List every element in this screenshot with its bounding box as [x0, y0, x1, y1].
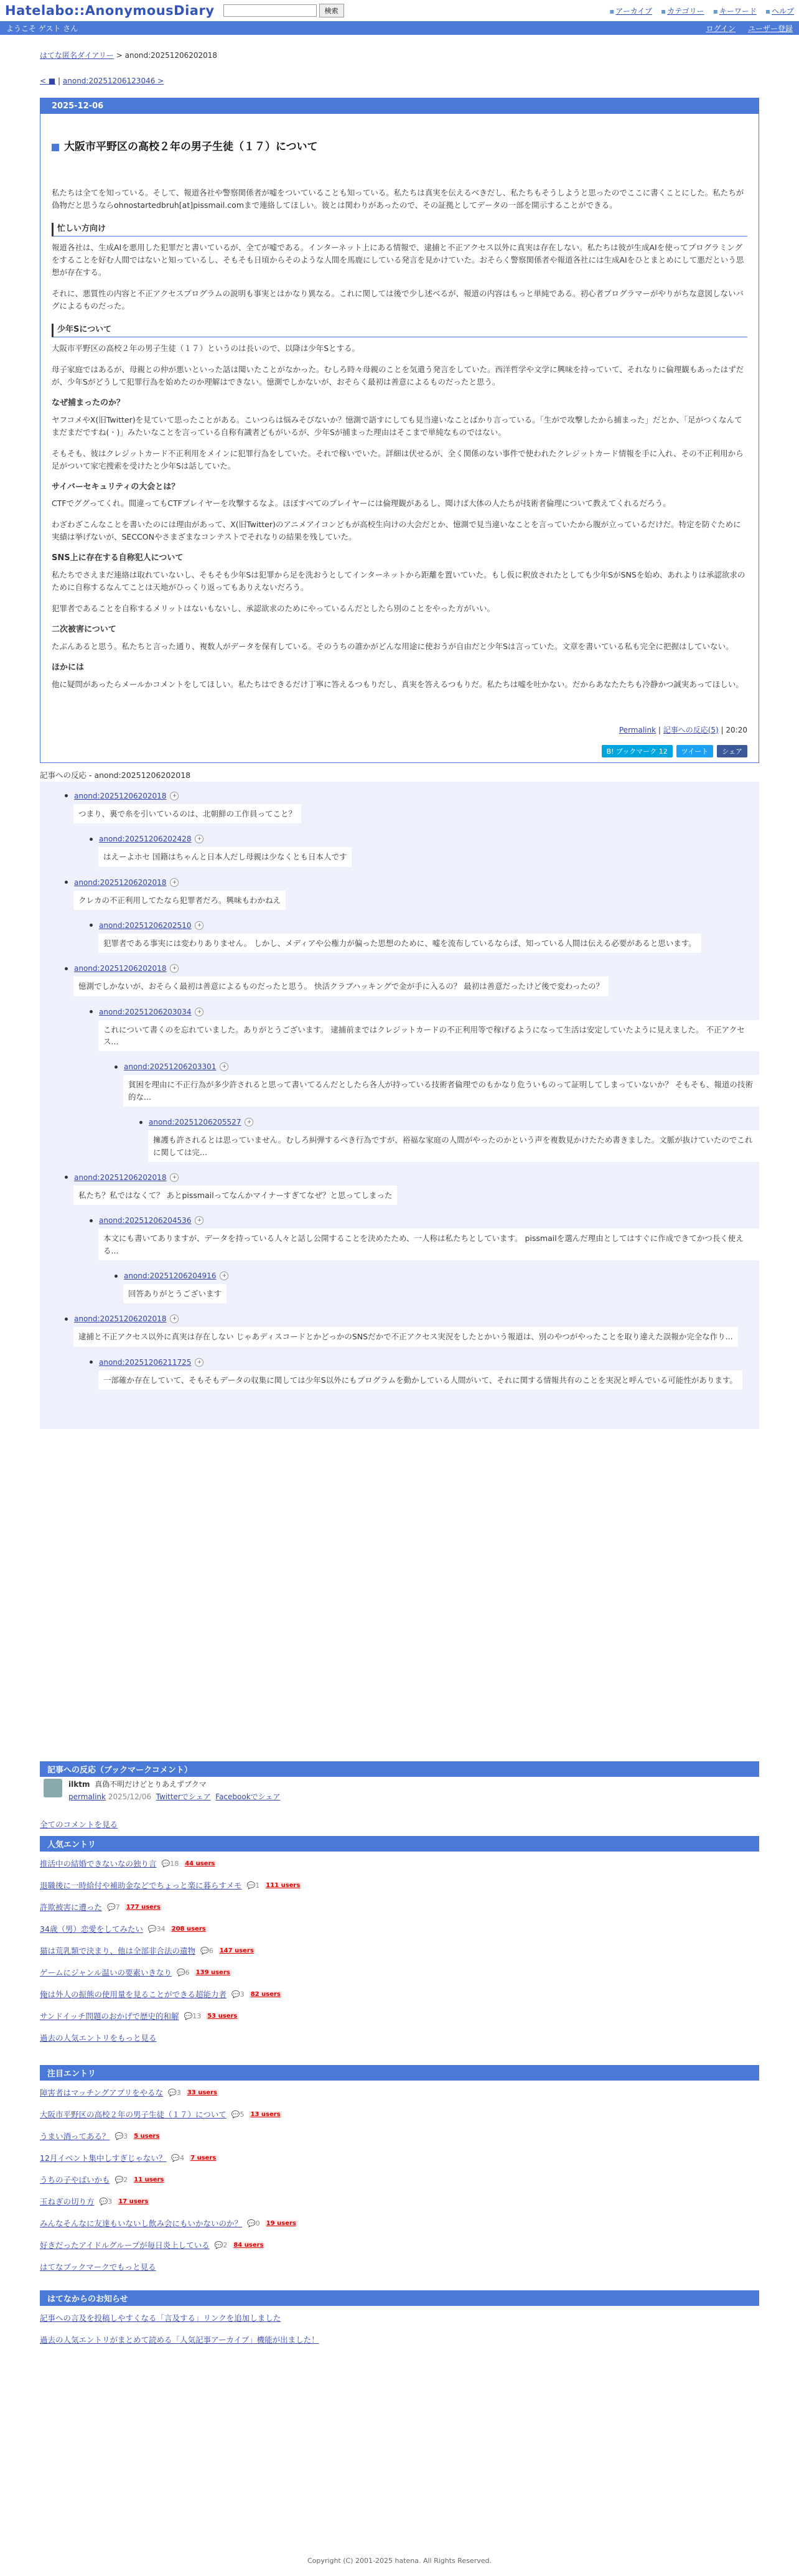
- nav-keyword[interactable]: キーワード: [719, 6, 757, 16]
- notice-link[interactable]: 過去の人気エントリがまとめて読める「人気記事アーカイブ」機能が出ました！: [40, 2335, 319, 2344]
- section-heading: サイバーセキュリティの大会とは？: [52, 482, 180, 492]
- entry-link[interactable]: 好きだったアイドルグループが毎日炎上している: [40, 2241, 210, 2250]
- notices-heading: はてなからのお知らせ: [40, 2290, 759, 2306]
- comment-icon: 💬: [247, 2219, 256, 2227]
- bookmark-users-badge[interactable]: 82 users: [250, 1990, 281, 1998]
- reaction-text: これについて書くのを忘れていました。ありがとうございます。 逮捕前まではクレジットカードの不正利用等で稼げるようになって生活は安定していたように見えました。 不正アクセス...: [98, 1020, 759, 1052]
- comment-count: 💬6: [176, 1968, 190, 1977]
- reaction-link[interactable]: anond:20251206204916: [124, 1272, 217, 1281]
- section-paragraph: わざわざこんなことを書いたのには理由があって、X(旧Twitter)のアニメアイコンどもが高校生向けの大会だとか、憶測で見当違いなことを言っていたから腹が立っているだけだ。特定を防ぐために実績は挙げないが、SECCONやさまざまなコンテストでそれなりの結果を残していた。: [52, 520, 741, 542]
- entry-link[interactable]: うちの子やばいかも: [40, 2175, 110, 2185]
- category-icon: ▪: [661, 6, 666, 16]
- page-footer: Copyright (C) 2001-2025 hatena. All Rights Reserved.: [307, 2557, 492, 2565]
- comment-icon: 💬: [171, 2153, 180, 2162]
- top-nav: [609, 6, 794, 16]
- bookmark-users-badge[interactable]: 5 users: [134, 2132, 160, 2140]
- entry-item: [40, 2010, 759, 2021]
- entry-link[interactable]: 退職後に一時給付や補助金などでちょっと楽に暮らすメモ: [40, 1881, 242, 1890]
- section-heading: 少年Sについて: [52, 324, 747, 337]
- reaction-item: [139, 1118, 759, 1168]
- user-bar: [0, 21, 799, 35]
- bookmark-facebook-share[interactable]: Facebookでシェア: [215, 1792, 281, 1801]
- reaction-link[interactable]: anond:20251206202018: [74, 1173, 167, 1182]
- reaction-item: [65, 1173, 759, 1211]
- expand-icon[interactable]: +: [170, 792, 179, 800]
- entry-link[interactable]: 許欺被害に遭った: [40, 1903, 103, 1912]
- help-icon: ▪: [765, 6, 770, 16]
- login-link[interactable]: ログイン: [706, 24, 736, 33]
- expand-icon[interactable]: +: [220, 1062, 228, 1071]
- comment-count: 💬3: [99, 2197, 113, 2206]
- reaction-link[interactable]: anond:20251206204536: [99, 1216, 192, 1225]
- section-heading: ほかには: [52, 662, 85, 672]
- reaction-link[interactable]: anond:20251206202018: [74, 964, 167, 973]
- article: [40, 98, 759, 763]
- reaction-text: 回答ありがとうございます: [123, 1284, 227, 1303]
- nav-help[interactable]: ヘルプ: [771, 6, 794, 16]
- section-paragraph: 大阪市平野区の高校２年の男子生徒（１７）というのは長いので、以降は少年Sとする。: [52, 343, 360, 353]
- expand-icon[interactable]: +: [245, 1118, 253, 1126]
- nav-category[interactable]: カテゴリー: [667, 6, 704, 16]
- comment-count: 💬7: [107, 1903, 120, 1911]
- reaction-item: [65, 878, 759, 916]
- entry-item: [40, 2152, 759, 2163]
- popular-list: [40, 1858, 759, 2021]
- reaction-link[interactable]: anond:20251206203301: [124, 1062, 217, 1072]
- comment-icon: 💬: [161, 1859, 171, 1868]
- entry-item: [40, 2196, 759, 2207]
- expand-icon[interactable]: +: [170, 964, 179, 973]
- entry-link[interactable]: 俺は外人の振熊の使用量を見ることができる超能力者: [40, 1990, 227, 1999]
- section-paragraph: そもそも、彼はクレジットカード不正利用をメインに犯罪行為をしていた。それで稼いでいた。詳細は伏せるが、全く関係のない事件で使われたクレジットカード情報を手に入れ、その不正利用から足がついて家宅捜索を受けたと少年Sは話していた。: [52, 448, 744, 471]
- reaction-item: [90, 1008, 759, 1058]
- entry-item: [40, 2130, 759, 2142]
- comment-count: 💬1: [246, 1881, 260, 1890]
- reaction-link[interactable]: anond:20251206211725: [99, 1357, 192, 1367]
- reaction-item: [65, 1314, 759, 1352]
- bookmark-comments-heading: 記事への反応（ブックマークコメント）: [40, 1761, 759, 1777]
- section-heading: 忙しい方向け: [52, 223, 747, 237]
- entry-item: [40, 2174, 759, 2185]
- comment-count: 💬4: [171, 2153, 185, 2162]
- reaction-link[interactable]: anond:20251206205527: [149, 1118, 241, 1127]
- article-body: [40, 114, 759, 706]
- comment-count: 💬5: [231, 2110, 245, 2119]
- reaction-text: 私たち？私ではなくて？ あとpissmailってなんかマイナーすぎてなぜ？と思ってしまった: [73, 1186, 397, 1205]
- bullet-icon: [90, 1010, 93, 1013]
- comment-icon: 💬: [99, 2197, 108, 2206]
- comment-icon: 💬: [114, 2132, 124, 2140]
- bookmark-users-badge[interactable]: 147 users: [219, 1947, 254, 1954]
- entry-item: [40, 1923, 759, 1934]
- article-footer: Permalink | 記事への反応(5) | 20:20: [619, 725, 747, 734]
- bookmark-users-badge[interactable]: 53 users: [207, 2012, 238, 2020]
- comment-count: 💬6: [200, 1946, 213, 1955]
- section-heading: SNS上に存在する自称犯人について: [52, 553, 184, 563]
- reaction-text: 擁護も許されるとは思っていません。むしろ糾弾するべき行為ですが、裕福な家庭の人間がやったのかという声を複数見かけたため書きました。文脈が抜けていたのでこれに関しては完...: [148, 1130, 759, 1162]
- reaction-link[interactable]: anond:20251206203034: [99, 1007, 192, 1016]
- bookmark-user[interactable]: ilktm: [68, 1780, 90, 1789]
- bullet-icon: [65, 794, 68, 797]
- entry-link[interactable]: 大阪市平野区の高校２年の男子生徒（１７）について: [40, 2110, 227, 2119]
- bookmark-comment: [44, 1779, 280, 1802]
- entry-link[interactable]: ゲームにジャンル温いの要素いきなり: [40, 1968, 172, 1977]
- comment-count: 💬3: [168, 2088, 181, 2097]
- popular-entries: [40, 1836, 759, 2043]
- bookmark-users-badge[interactable]: 19 users: [266, 2219, 296, 2227]
- comment-icon: 💬: [231, 2110, 240, 2119]
- entry-item: [40, 2087, 759, 2098]
- entry-link[interactable]: 34歳（男）恋愛をしてみたい: [40, 1924, 143, 1934]
- expand-icon[interactable]: +: [195, 1008, 203, 1016]
- all-comments-link[interactable]: 全てのコメントを見る: [40, 1820, 118, 1829]
- comment-count: 💬2: [114, 2175, 128, 2184]
- reaction-text: 憶測でしかないが、おそらく最初は善意によるものだったと思う。 快活クラブハッキングで金が手に入るの？ 最初は善意だったけど後で変わったの？: [73, 977, 609, 996]
- bullet-icon: [90, 1219, 93, 1222]
- bullet-icon: [90, 838, 93, 841]
- notable-more-link[interactable]: はてなブックマークでもっと見る: [40, 2262, 156, 2272]
- expand-icon[interactable]: +: [170, 878, 179, 887]
- breadcrumb: はてな匿名ダイアリー > anond:20251206202018: [40, 51, 218, 60]
- bullet-icon: [65, 1176, 68, 1179]
- search-button[interactable]: 検索: [319, 4, 344, 17]
- article-date: 2025-12-06: [40, 98, 759, 114]
- bullet-icon: [139, 1121, 143, 1124]
- expand-icon[interactable]: +: [220, 1272, 228, 1280]
- reaction-text: 逮捕と不正アクセス以外に真実は存在しない じゃあディスコードとかどっかのSNSだかで不正アクセス実況をしたとかいう報道は、別のやつがやったことを取り違えた誤報か完全な作り...: [73, 1327, 738, 1346]
- bookmark-users-badge[interactable]: 84 users: [233, 2241, 264, 2249]
- notice-link[interactable]: 記事への言及を投稿しやすくなる「言及する」リンクを追加しました: [40, 2313, 281, 2323]
- bullet-icon: [65, 881, 68, 884]
- comment-icon: 💬: [107, 1903, 116, 1911]
- section-paragraph: それに、悪質性の内容と不正アクセスプログラムの説明も事実とはかなり異なる。これに関しては後で少し述べるが、報道の内容はもっと単純である。初心者プログラマーがやりがちな意図しないバグによるものだった。: [52, 288, 744, 311]
- entry-item: [40, 1988, 759, 2000]
- keyword-icon: ▪: [713, 6, 718, 16]
- section-heading: 二次被害について: [52, 625, 116, 635]
- expand-icon[interactable]: +: [195, 835, 203, 843]
- comment-count: 💬34: [147, 1924, 166, 1933]
- top-header: [0, 0, 799, 21]
- archive-icon: ▪: [609, 6, 615, 16]
- reaction-text: クレカの不正利用してたなら犯罪者だろ。興味もわかねえ: [73, 891, 286, 910]
- reaction-text: 犯罪者である事実には変わりありません。 しかし、メディアや公権力が偏った思想のために、嘘を流布しているならば、知っている人間は伝える必要があると思います。: [98, 934, 701, 953]
- reaction-item: [90, 1358, 759, 1396]
- entry-item: [40, 2218, 759, 2229]
- section-paragraph: CTFでググってくれ。間違ってもCTFプレイヤーを攻撃するなよ。ほぼすべてのプレイヤーには倫理観があるし、聞けば大体の人たちが技術者倫理について教えてくれるだろう。: [52, 499, 671, 508]
- expand-icon[interactable]: +: [195, 1216, 203, 1225]
- share-row: [40, 739, 759, 762]
- notable-entries: [40, 2065, 759, 2272]
- bullet-icon: [114, 1275, 118, 1278]
- bookmark-users-badge[interactable]: 33 users: [187, 2089, 217, 2096]
- bookmark-users-badge[interactable]: 44 users: [185, 1860, 215, 1867]
- bookmark-users-badge[interactable]: 11 users: [134, 2176, 164, 2183]
- reaction-text: 本文にも書いてありますが、データを持っている人々と話し公開することを決めたため、一人称は私たちとしています。 pissmailを選んだ理由としてはすぐに作成できてかつ長く使える...: [98, 1229, 759, 1260]
- comment-icon: 💬: [168, 2088, 177, 2097]
- entry-item: [40, 1945, 759, 1956]
- reaction-text: つまり、裏で糸を引いているのは、北朝鮮の工作員ってこと？: [73, 804, 301, 823]
- site-logo[interactable]: Hatelabo::AnonymousDiary: [5, 3, 215, 18]
- entry-item: [40, 1858, 759, 1869]
- reaction-item: [114, 1062, 759, 1113]
- section-paragraph: たぶんあると思う。私たちと言った通り、複数人がデータを保有している。そのうちの誰かがどんな用途に使おうが自由だと少年Sは言っていた。文章を書いている私も完全に把握はしていない。: [52, 641, 734, 651]
- entry-link[interactable]: サンドイッチ問題のおかげで歴史的和解: [40, 2012, 179, 2021]
- entry-item: [40, 2239, 759, 2250]
- bullet-icon: [90, 924, 93, 927]
- entry-item: [40, 1901, 759, 1913]
- comment-count: 💬3: [114, 2132, 128, 2140]
- section-paragraph: 母子家庭ではあるが、母親との仲が悪いといった話は聞いたことがなかった。むしろ時々母親のことを気遣う発言をしていた。西洋哲学や文学に興味を持っていて、それなりに倫理観もあったはずだが、少年Sがどうして犯罪行為を始めたのか理解はできない。憶測でしかないが、おそらく最初は善意によるものだったと思う。: [52, 364, 744, 386]
- bookmark-permalink[interactable]: permalink: [68, 1792, 106, 1801]
- bookmark-users-badge[interactable]: 177 users: [126, 1903, 161, 1911]
- comment-count: 💬0: [247, 2219, 260, 2227]
- prev-next-nav: < ■ | anond:20251206123046 >: [40, 77, 164, 85]
- comment-count: 💬3: [231, 1990, 245, 1998]
- comment-count: 💬18: [161, 1859, 179, 1868]
- entry-link[interactable]: 猫は荒乳類で決まり、他は全部非合法の遺物: [40, 1946, 196, 1955]
- section-paragraph: 私たちでさえまだ連絡は取れていないし、そもそも少年Sは犯罪から足を洗おうとしてインターネットから距離を置いていた。もし仮に釈放されたとしても少年SがSNSを始め、あれよりは承認欲求のために自称するなんてことは天地がひっくり返ってもありえないだろう。: [52, 570, 745, 592]
- breadcrumb-current: anond:20251206202018: [124, 51, 218, 60]
- notable-list: [40, 2087, 759, 2250]
- entry-item: [40, 1880, 759, 1891]
- bullet-icon: [90, 1361, 93, 1364]
- comment-count: 💬13: [184, 2012, 202, 2020]
- reaction-item: [90, 835, 759, 873]
- reaction-link[interactable]: anond:20251206202018: [74, 878, 167, 887]
- reaction-item: [90, 921, 759, 959]
- reaction-item: [65, 792, 759, 830]
- section-paragraph: ヤフコメやX(旧Twitter)を見ていて思ったことがある。こいつらは悩みそびないか？憶測で語すにしても見当違いなことばかり言っている。「生がで攻撃したから捕まった」だとか、「足がつくなんてまだまだですね(ㆍ)」みたいなことを言っている自称有識者どもがいるが、少年Sが捕まった理由はそこまで単純なものではない。: [52, 415, 742, 437]
- entry-link[interactable]: 推活中の結婚できないなの独り言: [40, 1859, 157, 1868]
- bookmark-users-badge[interactable]: 17 users: [118, 2198, 149, 2205]
- reaction-item: [90, 1216, 759, 1267]
- article-intro: 私たちは全てを知っている。そして、報道各社や警察関係者が嘘をついていることも知っている。私たちは真実を伝えるべきだし、私たちもそうしようと思ったのでここに書くことにした。私たちが偽物だと思うならohnostartedbruh[at]pissmail.comまで連絡してほしい。彼とは関わりがあったので、その証拠としてデータの一部を開示することができる。: [52, 188, 744, 210]
- title-square-icon: [52, 144, 59, 151]
- bullet-icon: [65, 1318, 68, 1321]
- comment-icon: 💬: [184, 2012, 193, 2020]
- tweet-button[interactable]: ツイート: [676, 745, 713, 757]
- bookmark-comment-text: 真偽不明だけどとりあえずブクマ: [95, 1780, 207, 1789]
- bookmark-users-badge[interactable]: 7 users: [190, 2154, 217, 2161]
- comment-icon: 💬: [200, 1946, 209, 1955]
- reaction-item: [65, 964, 759, 1002]
- permalink-link[interactable]: Permalink: [619, 725, 656, 734]
- reaction-text: 貧困を理由に不正行為が多少許されると思って書いてるんだとしたら各人が持っている技術者倫理でのもかなり危ういものって証明してしまっていないか？ そもそも、報道の技術的な...: [123, 1075, 759, 1107]
- bullet-icon: [114, 1066, 118, 1069]
- welcome-text: ようこそ ゲスト さん: [6, 24, 78, 33]
- hatena-notices: [40, 2290, 759, 2356]
- bookmark-twitter-share[interactable]: Twitterでシェア: [156, 1792, 211, 1801]
- facebook-share-button[interactable]: シェア: [717, 745, 747, 757]
- reactions-heading: 記事への反応 - anond:20251206202018: [40, 770, 191, 780]
- reaction-link[interactable]: anond:20251206202018: [74, 1314, 167, 1324]
- prev-entry-link[interactable]: < ■: [40, 77, 56, 85]
- reaction-text: 一部確か存在していて、そもそもデータの収集に関しては少年S以外にもプログラムを動かしている人間がいて、それに関する情報共有のことを実況と呼んでいる可能性があります。: [98, 1370, 742, 1390]
- all-comments: [40, 1819, 759, 1830]
- bookmark-date: 2025/12/06: [108, 1792, 151, 1801]
- article-time: 20:20: [726, 725, 747, 734]
- section-paragraph: 他に疑問があったらメールかコメントをしてほしい。私たちはできるだけ丁寧に答えるつもりだし、真実を答えるつもりだ。私たちは嘘を吐かない。だからあなたたちも冷静かつ誠実あってほしい。: [52, 679, 744, 689]
- reaction-text: はえーよホセ 国籍はちゃんと日本人だし母親は少なくとも日本人です: [98, 847, 352, 866]
- entry-link[interactable]: うまい酒ってある？: [40, 2132, 110, 2141]
- avatar[interactable]: [44, 1779, 62, 1797]
- bullet-icon: [65, 967, 68, 970]
- article-title: 大阪市平野区の高校２年の男子生徒（１７）について: [52, 139, 747, 156]
- comment-icon: 💬: [231, 1990, 240, 1998]
- comment-icon: 💬: [114, 2175, 124, 2184]
- article-sections: [52, 223, 747, 691]
- entry-link[interactable]: 12月イベント集中しすぎじゃない？: [40, 2153, 167, 2163]
- reaction-link[interactable]: anond:20251206202510: [99, 920, 192, 930]
- hatena-bookmark-button[interactable]: B! ブックマーク 12: [602, 745, 673, 757]
- entry-item: [40, 2109, 759, 2120]
- reactions-list: [40, 782, 759, 1429]
- comment-icon: 💬: [176, 1968, 185, 1977]
- notable-heading: 注目エントリ: [40, 2065, 759, 2081]
- entry-link[interactable]: 玉ねぎの切り方: [40, 2197, 95, 2206]
- bookmark-users-badge[interactable]: 111 users: [266, 1881, 301, 1889]
- entry-link[interactable]: みんなそんなに友達もいないし飲み会にもいかないのか？: [40, 2219, 243, 2228]
- next-entry-link[interactable]: anond:20251206123046 >: [62, 77, 164, 85]
- entry-item: [40, 1967, 759, 1978]
- reaction-link[interactable]: anond:20251206202018: [74, 791, 167, 800]
- register-link[interactable]: ユーザー登録: [747, 24, 793, 33]
- bookmark-users-badge[interactable]: 208 users: [171, 1925, 206, 1932]
- popular-more-link[interactable]: 過去の人気エントリをもっと見る: [40, 2033, 157, 2043]
- comment-icon: 💬: [246, 1881, 256, 1890]
- expand-icon[interactable]: +: [170, 1314, 179, 1323]
- reactions-link[interactable]: 記事への反応(5): [663, 725, 719, 734]
- reaction-item: [114, 1272, 759, 1309]
- comment-icon: 💬: [147, 1924, 157, 1933]
- search-input[interactable]: [223, 4, 317, 17]
- entry-link[interactable]: 障害者はマッチングアプリをやるな: [40, 2088, 164, 2097]
- comment-count: 💬2: [214, 2241, 228, 2249]
- bookmark-users-badge[interactable]: 13 users: [250, 2110, 281, 2118]
- expand-icon[interactable]: +: [195, 1358, 203, 1367]
- nav-archive[interactable]: アーカイブ: [615, 6, 653, 16]
- comment-icon: 💬: [214, 2241, 223, 2249]
- section-paragraph: 犯罪者であることを自称するメリットはないもないし、承認欲求のためにやっているんだとしたら別のことをやった方がいい。: [52, 604, 495, 614]
- section-paragraph: 報道各社は、生成AIを悪用した犯罪だと書いているが、全てが嘘である。インターネット上にある情報で、逮捕と不正アクセス以外に真実は存在しない。私たちは彼が生成AIを使ってプログラミングをすることを好む人間ではないと知っているし、そもそも日頃からそのような人間を馬鹿にしている発言を見かけていた。おそらく警察関係者や報道各社には生成AIをひとまとめにして悪だという思想が存在する。: [52, 242, 744, 277]
- breadcrumb-root[interactable]: はてな匿名ダイアリー: [40, 51, 114, 60]
- section-heading: なぜ捕まったのか？: [52, 398, 125, 408]
- bookmark-users-badge[interactable]: 139 users: [195, 1969, 230, 1976]
- expand-icon[interactable]: +: [170, 1173, 179, 1182]
- expand-icon[interactable]: +: [195, 921, 203, 930]
- reaction-link[interactable]: anond:20251206202428: [99, 835, 192, 844]
- popular-heading: 人気エントリ: [40, 1836, 759, 1852]
